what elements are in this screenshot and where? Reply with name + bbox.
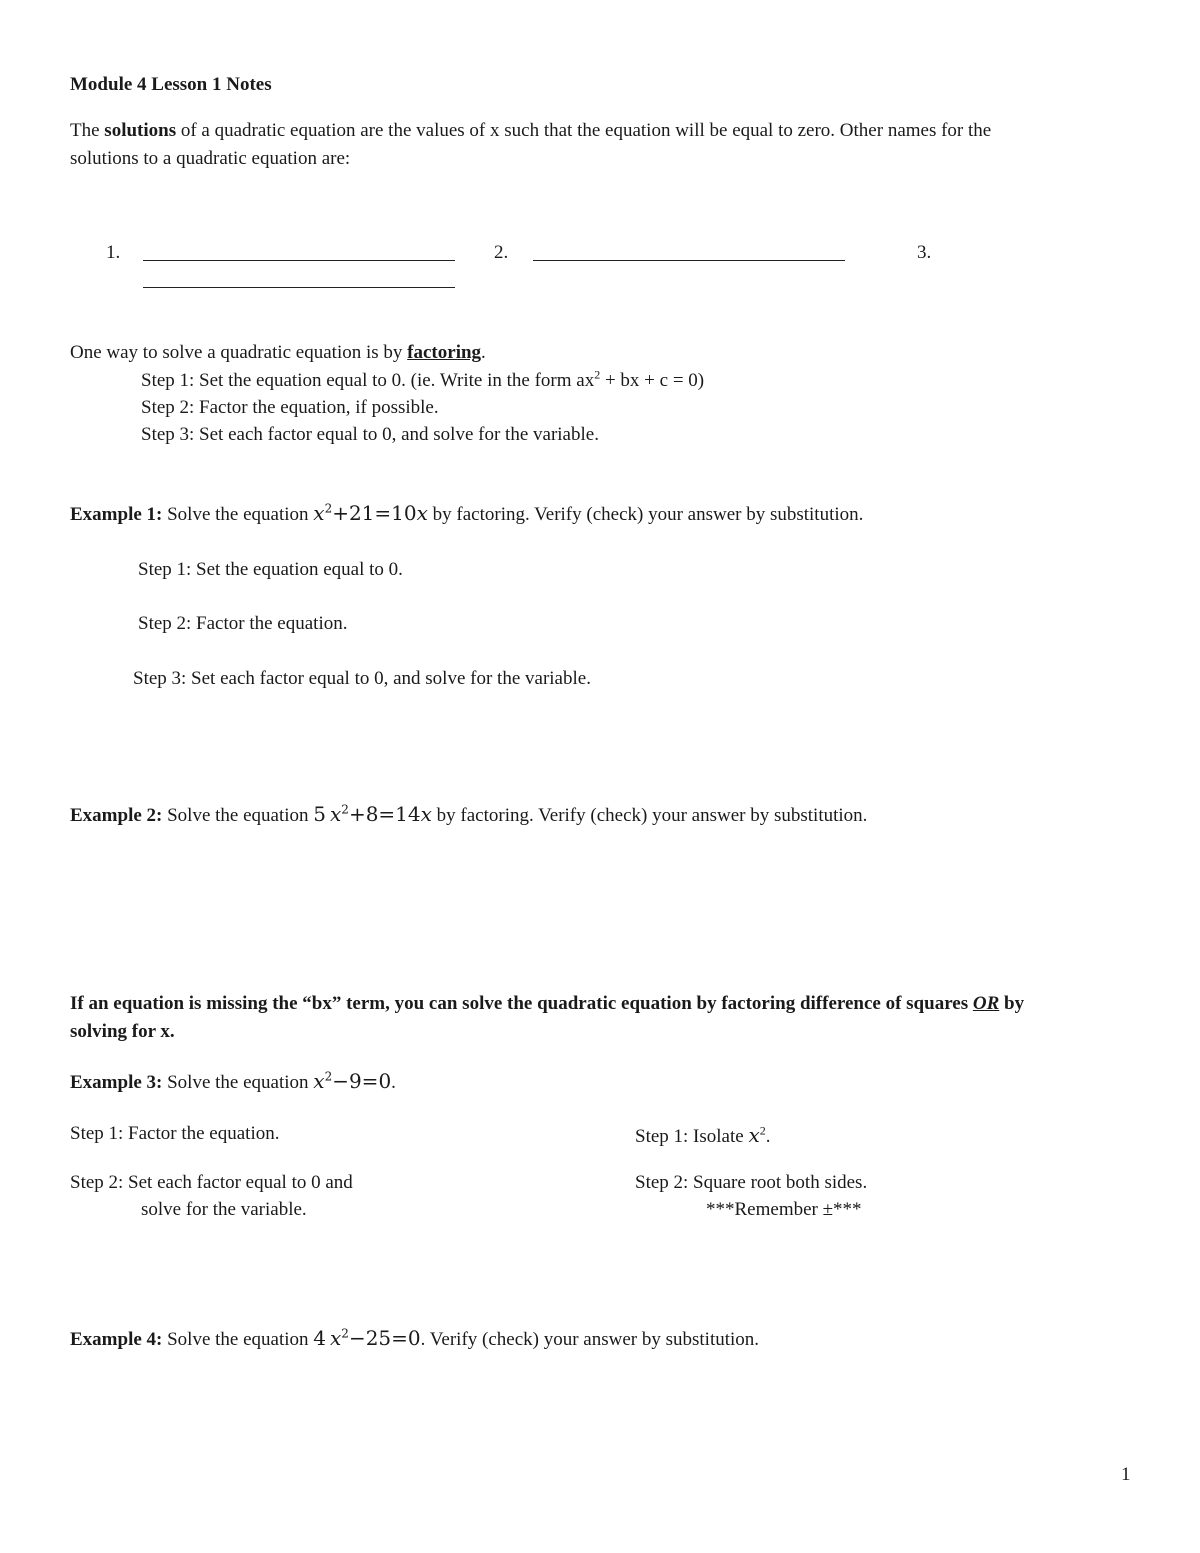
example-3-left-step-1: Step 1: Factor the equation. (70, 1123, 280, 1144)
example-1-equation: $x^2+21=10x$ (313, 501, 428, 525)
example-1-step-2: Step 2: Factor the equation. (138, 613, 348, 634)
example-1-step-1: Step 1: Set the equation equal to 0. (138, 559, 403, 580)
example-2-prompt: Example 2: Solve the equation 5 $x^2+8=14x$ by factoring. Verify (check) your answer by substitution. (70, 802, 868, 826)
example-4-label: Example 4: (70, 1329, 163, 1350)
example-3-equation: $x^2-9=0$ (313, 1069, 392, 1093)
example-4-prompt: Example 4: Solve the equation 4 $x^2-25=0$. Verify (check) your answer by substitution. (70, 1326, 760, 1350)
factoring-step-2: Step 2: Factor the equation, if possible. (141, 397, 439, 418)
example-3-left-step-2-cont: solve for the variable. (141, 1199, 307, 1220)
blank-label-2: 2. (494, 242, 509, 263)
example-3-prompt: Example 3: Solve the equation $x^2-9=0$. (70, 1069, 396, 1093)
blank-line-1[interactable] (143, 260, 455, 261)
example-2-label: Example 2: (70, 805, 163, 826)
page-title: Module 4 Lesson 1 Notes (70, 74, 272, 95)
example-3-label: Example 3: (70, 1072, 163, 1093)
example-1-prompt: Example 1: Solve the equation $x^2+21=10x$ by factoring. Verify (check) your answer by substitution. (70, 501, 864, 525)
factoring-step-1: Step 1: Set the equation equal to 0. (ie. Write in the form $ax^2$ + bx + c = 0) (141, 367, 705, 391)
term-solutions: solutions (104, 120, 177, 141)
missing-bx-note-line-2: solving for x. (70, 1021, 175, 1042)
blank-line-3[interactable] (143, 287, 455, 288)
example-2-equation: 5 $x^2+8=14x$ (313, 802, 432, 826)
intro-line-2: solutions to a quadratic equation are: (70, 148, 351, 169)
term-factoring: factoring (407, 342, 482, 363)
blank-label-3: 3. (917, 242, 932, 263)
example-3-right-step-2: Step 2: Square root both sides. (635, 1172, 868, 1193)
example-1-label: Example 1: (70, 504, 163, 525)
intro-the: The (70, 120, 100, 141)
example-3-left-step-2: Step 2: Set each factor equal to 0 and (70, 1172, 353, 1193)
blank-line-2[interactable] (533, 260, 845, 261)
example-1-step-3: Step 3: Set each factor equal to 0, and solve for the variable. (133, 668, 591, 689)
example-4-equation: 4 $x^2-25=0$ (313, 1326, 421, 1350)
missing-bx-note-line-1: If an equation is missing the “bx” term, you can solve the quadratic equation by factoring difference of squares OR by (70, 993, 1025, 1014)
example-3-right-step-1: Step 1: Isolate $x^2$. (635, 1123, 771, 1147)
example-3-remember-note: ***Remember ±*** (706, 1199, 862, 1220)
blank-label-1: 1. (106, 242, 121, 263)
page-number: 1 (1121, 1464, 1131, 1485)
intro-rest: of a quadratic equation are the values of x such that the equation will be equal to zero. Other names for the (176, 120, 992, 141)
factoring-intro: One way to solve a quadratic equation is by factoring. (70, 342, 486, 363)
factoring-step-3: Step 3: Set each factor equal to 0, and solve for the variable. (141, 424, 599, 445)
intro-line-1 (70, 118, 991, 145)
